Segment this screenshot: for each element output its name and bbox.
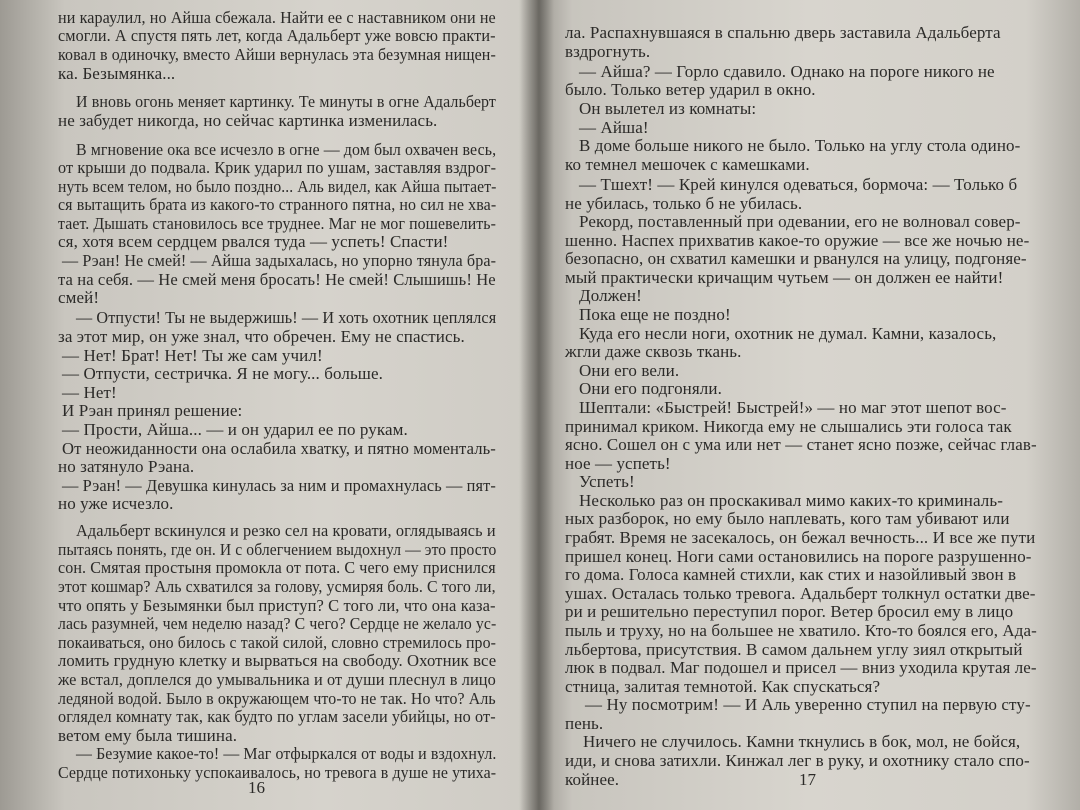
text-line: ни караулил, но Айша сбежала. Найти ее с наставником они не — [58, 7, 496, 27]
text-line: но уже исчезло. — [58, 494, 174, 514]
text-line: Ничего не случилось. Камни ткнулись в бок, мол, не бойся, — [583, 732, 1021, 752]
text-line: В доме больше никого не было. Только на углу стола одино- — [579, 136, 1021, 156]
text-line: оглядел комнату так, как будто по углам засели убийцы, но от- — [58, 707, 496, 727]
text-line: не убилась, только б не убилась. — [565, 193, 803, 213]
text-line: вздрогнуть. — [565, 41, 651, 61]
text-line: не забудет никогда, но сейчас картинка изменилась. — [58, 110, 438, 130]
text-line: И Рэан принял решение: — [62, 401, 243, 421]
text-line: Адальберт вскинулся и резко сел на кровати, оглядываясь и — [76, 521, 496, 541]
text-line: принимал криком. Никогда ему не слышались эти голоса так — [565, 416, 1012, 436]
text-line: что опять у Безымянки был приступ? С того ли, что она каза- — [58, 595, 496, 615]
text-line: — Ну посмотрим! — И Аль уверенно ступил на первую сту- — [585, 695, 1031, 715]
text-line: Рекорд, поставленный при одевании, его не волновал совер- — [579, 212, 1021, 232]
text-line: — Айша! — [579, 117, 649, 137]
text-line: ко темнел мешочек с камешками. — [565, 154, 810, 174]
text-line: ка. Безымянка... — [58, 63, 176, 83]
text-line: за этот мир, он уже знал, что обречен. Ему не спастись. — [58, 327, 465, 346]
text-line: та на себя. — Не смей меня бросать! Не смей! Слышишь! Не — [58, 269, 496, 289]
text-line: пень. — [565, 713, 604, 733]
text-line: От неожиданности она ослабила хватку, и пятно моменталь- — [62, 438, 496, 458]
text-line: пытаясь понять, где он. И с облегчением выдохнул — это просто — [58, 539, 497, 559]
text-line: тает. Дышать становилось все труднее. Маг не мог пошевелить- — [58, 213, 496, 233]
text-line: пришел конец. Ноги сами остановились на пороге разрушенно- — [565, 546, 1032, 566]
text-line: — Айша? — Горло сдавило. Однако на пороге никого не — [579, 61, 995, 81]
text-line: грабят. Время не засекалось, он бежал вечность... И все же пути — [565, 528, 1036, 548]
text-line: Пока еще не поздно! — [579, 305, 731, 325]
text-line: стница, залитая темнотой. Как спускаться? — [565, 676, 881, 696]
text-line: ся, хотя всем сердцем рвался туда — успеть! Спасти! — [58, 232, 449, 252]
text-line: ри и решительно переступил порог. Ветер бросил ему в лицо — [565, 602, 1014, 622]
text-line: нуть всем телом, но было поздно... Аль видел, как Айша пытает- — [58, 176, 497, 196]
text-line: ковал в одиночку, вместо Айши вернулась эта безумная нищен- — [58, 44, 496, 64]
text-line: люк в подвал. Маг подошел и присел — вниз уходила крутая ле- — [565, 658, 1037, 678]
text-line: от крыши до подвала. Крик ударил по ушам, заставляя вздрог- — [58, 158, 497, 178]
text-line: ное — успеть! — [565, 453, 671, 473]
text-line: ных разборок, но ему было наплевать, кого там убивают или — [565, 509, 1010, 529]
text-line: Должен! — [579, 286, 642, 306]
right-page — [545, 0, 1080, 810]
text-line: лась разумней, чем неделю назад? С чего? Сердце не желало ус- — [58, 614, 497, 634]
text-line: — Прости, Айша... — и он ударил ее по рукам. — [62, 419, 408, 439]
text-line: этот кошмар? Аль схватился за голову, усмиряя боль. С того ли, — [58, 577, 496, 597]
left-page-number: 16 — [248, 778, 265, 797]
text-line: смей! — [58, 288, 100, 308]
text-line: сон. Смятая простыня промокла от пота. С чего ему приснился — [58, 558, 496, 578]
text-line: — Нет! — [62, 382, 117, 402]
text-line: Они его вели. — [579, 360, 680, 380]
text-line: ла. Распахнувшаяся в спальню дверь заставила Адальберта — [565, 22, 1001, 42]
text-line: В мгновение ока все исчезло в огне — дом был охвачен весь, — [76, 139, 497, 159]
text-line: — Отпусти, сестричка. Я не могу... больше. — [62, 364, 383, 384]
text-line: ветом ему была тишина. — [58, 725, 238, 745]
text-line: Успеть! — [579, 472, 635, 492]
text-line: мый практически кричащим чутьем — он должен ее найти! — [565, 267, 1004, 287]
text-line: безопасно, он схватил камешки и рванулся на улицу, подгоняе- — [565, 249, 1027, 269]
text-line: ушах. Осталась только тревога. Адальберт толкнул остатки две- — [565, 583, 1036, 603]
text-line: ледяной водой. Было в окружающем что-то не так. Но что? Аль — [58, 688, 496, 708]
text-line: пыль и труху, но на большее не хватило. Кто-то боялся его, Ада- — [565, 620, 1037, 640]
text-line: шенно. Наспех прихватив какое-то оружие — все же ночью не- — [565, 230, 1030, 250]
text-line: иди, и снова затихли. Кинжал лег в руку, и охотнику стало спо- — [565, 751, 1030, 770]
text-line: смогли. А спустя пять лет, когда Адальберт уже вовсю практи- — [58, 26, 496, 46]
text-line: — Безумие какое-то! — Маг отфыркался от воды и вздохнул. — [76, 744, 497, 764]
text-line: Они его подгоняли. — [579, 379, 722, 399]
text-line: — Тшехт! — Крей кинулся одеваться, бормоча: — Только б — [579, 174, 1018, 194]
text-line: покаиваться, оно билось с такой силой, словно стремилось про- — [58, 632, 496, 652]
text-line: же встал, доплелся до умывальника и от души плеснул в лицо — [58, 669, 496, 689]
text-line: — Нет! Брат! Нет! Ты же сам учил! — [62, 345, 323, 365]
text-line: го дома. Голоса камней стихли, как стих и назойливый звон в — [565, 565, 1017, 585]
right-page-number: 17 — [799, 770, 816, 789]
text-line: — Рэан! — Девушка кинулась за ним и промахнулась — пят- — [62, 475, 496, 495]
text-line: Шептали: «Быстрей! Быстрей!» — но маг этот шепот вос- — [579, 397, 1007, 417]
text-line: Несколько раз он проскакивал мимо каких-то криминаль- — [579, 490, 1003, 510]
text-line: ясно. Сошел он с ума или нет — станет ясно позже, сейчас глав- — [565, 435, 1037, 455]
text-line: Он вылетел из комнаты: — [579, 98, 757, 118]
text-line: койнее. — [565, 769, 620, 789]
text-line: ся вытащить брата из какого-то странного пятна, но сил не хва- — [58, 195, 497, 215]
left-page — [0, 0, 527, 810]
text-line: но затянуло Рэана. — [58, 457, 195, 477]
text-line: — Отпусти! Ты не выдержишь! — И хоть охотник цеплялся — [76, 308, 497, 328]
text-line: Сердце потихоньку успокаивалось, но тревога в душе не утиха- — [58, 762, 497, 782]
text-line: — Рэан! Не смей! — Айша задыхалась, но упорно тянула бра- — [62, 251, 497, 270]
text-line: было. Только ветер ударил в окно. — [565, 80, 816, 100]
text-line: жгли даже сквозь ткань. — [565, 342, 742, 362]
text-line: И вновь огонь меняет картинку. Те минуты в огне Адальберт — [76, 92, 497, 112]
text-line: льбертова, присутствия. В самом дальнем углу зиял открытый — [565, 639, 1023, 659]
text-line: ломить грудную клетку и вырваться на свободу. Охотник все — [58, 651, 497, 671]
text-line: Куда его несли ноги, охотник не думал. Камни, казалось, — [579, 323, 997, 343]
